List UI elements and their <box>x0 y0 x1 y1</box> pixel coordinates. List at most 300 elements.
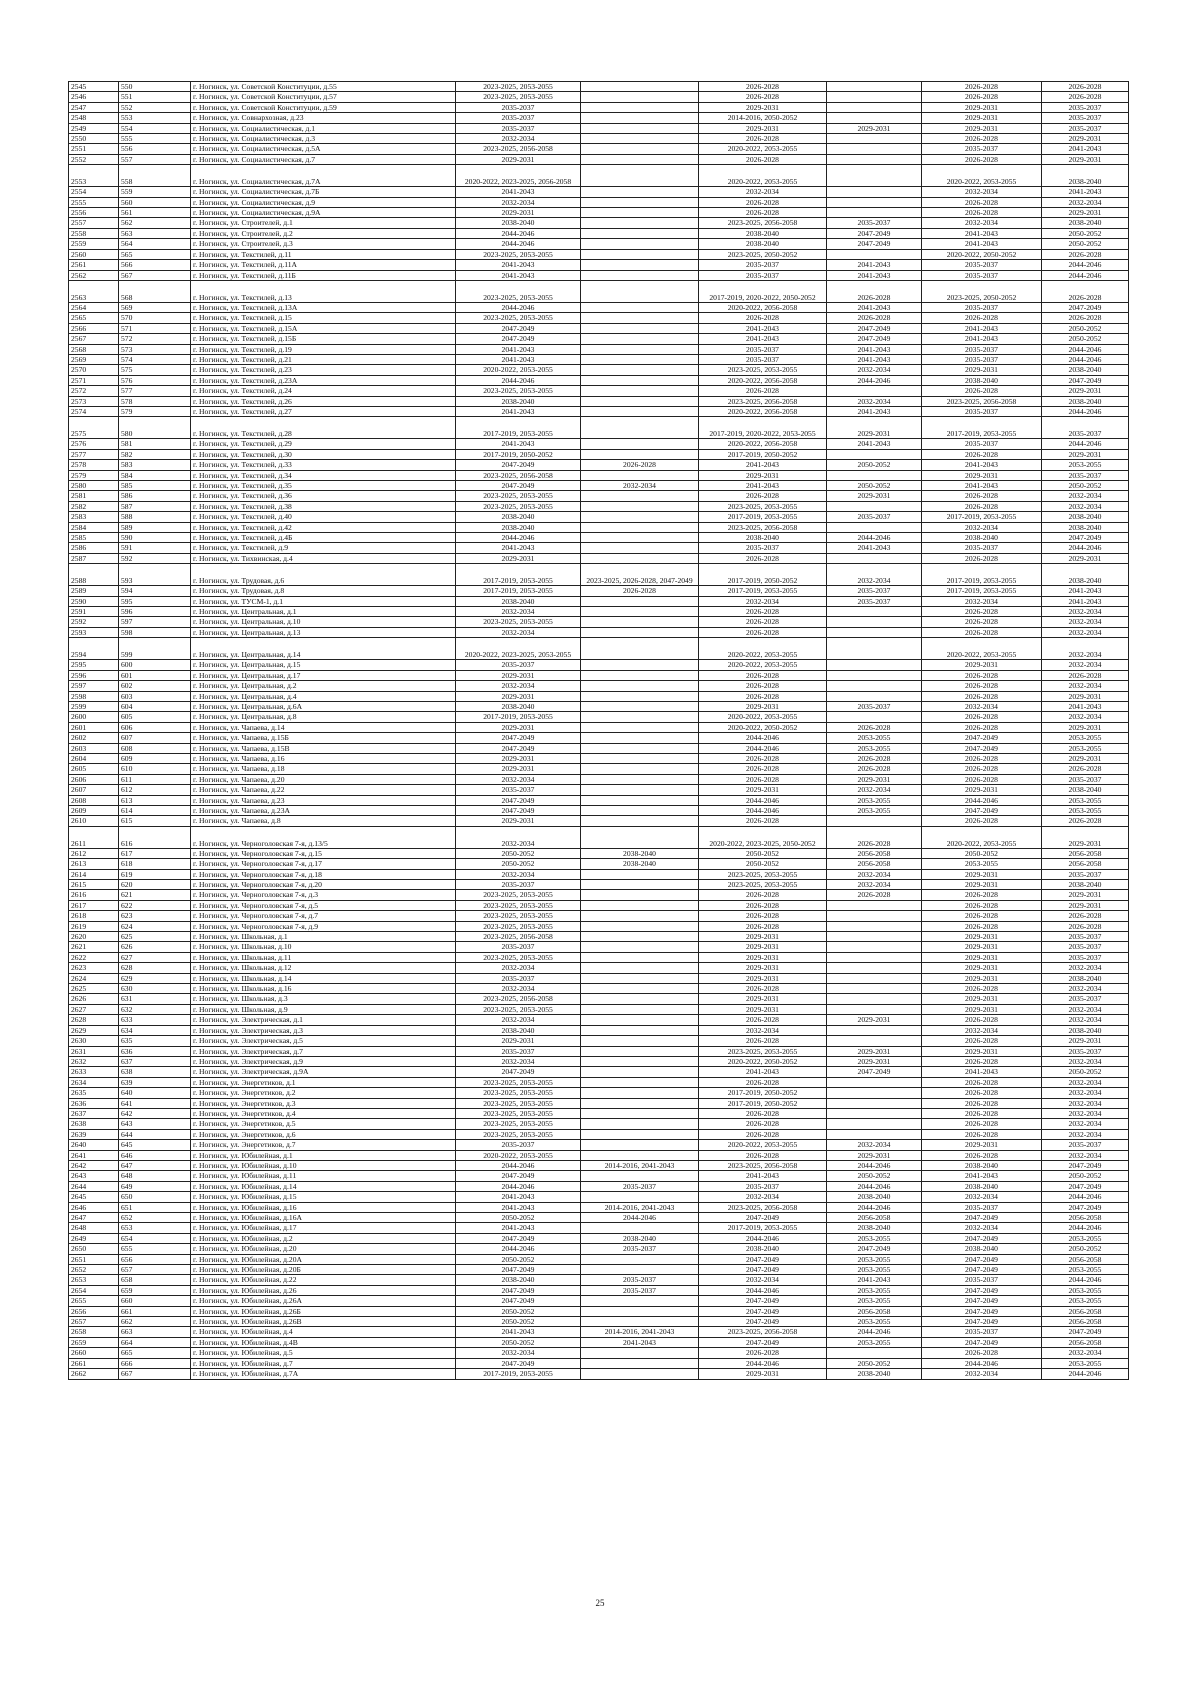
cell-period-1: 2035-2037 <box>456 660 581 670</box>
table-row <box>69 460 1129 470</box>
cell-period-5: 2026-2028 <box>922 1015 1042 1025</box>
cell-period-5: 2026-2028 <box>922 712 1042 722</box>
cell-period-2 <box>581 1140 699 1150</box>
cell-item-number: 646 <box>119 1150 191 1160</box>
cell-item-number: 613 <box>119 795 191 805</box>
cell-period-4 <box>827 1119 922 1129</box>
cell-period-2 <box>581 313 699 323</box>
cell-row-index: 2584 <box>69 522 119 532</box>
cell-address: г. Ногинск, ул. Текстилей, д.13А <box>191 302 456 312</box>
cell-period-4 <box>827 386 922 396</box>
cell-period-3: 2032-2034 <box>699 187 827 197</box>
cell-address: г. Ногинск, ул. Текстилей, д.4Б <box>191 533 456 543</box>
cell-row-index: 2582 <box>69 501 119 511</box>
cell-address: г. Ногинск, ул. Юбилейная, д.4В <box>191 1337 456 1347</box>
cell-address: г. Ногинск, ул. Текстилей, д.23А <box>191 375 456 385</box>
cell-address: г. Ногинск, ул. Текстилей, д.40 <box>191 512 456 522</box>
cell-item-number: 596 <box>119 607 191 617</box>
cell-item-number: 660 <box>119 1296 191 1306</box>
cell-period-2 <box>581 218 699 228</box>
cell-period-3: 2026-2028 <box>699 1348 827 1358</box>
table-row <box>69 921 1129 931</box>
cell-period-3: 2023-2025, 2056-2058 <box>699 1327 827 1337</box>
cell-period-3: 2020-2022, 2053-2055 <box>699 638 827 660</box>
cell-period-1: 2047-2049 <box>456 1171 581 1181</box>
cell-row-index: 2632 <box>69 1056 119 1066</box>
table-row <box>69 92 1129 102</box>
cell-period-1: 2023-2025, 2053-2055 <box>456 280 581 302</box>
cell-item-number: 591 <box>119 543 191 553</box>
cell-period-4 <box>827 1004 922 1014</box>
cell-row-index: 2620 <box>69 932 119 942</box>
cell-period-5: 2041-2043 <box>922 228 1042 238</box>
cell-period-5: 2026-2028 <box>922 722 1042 732</box>
cell-row-index: 2615 <box>69 880 119 890</box>
cell-period-2: 2038-2040 <box>581 859 699 869</box>
cell-period-3: 2047-2049 <box>699 1296 827 1306</box>
cell-period-4: 2041-2043 <box>827 1275 922 1285</box>
cell-item-number: 651 <box>119 1202 191 1212</box>
cell-period-2 <box>581 774 699 784</box>
cell-period-6: 2029-2031 <box>1042 449 1129 459</box>
cell-address: г. Ногинск, ул. Текстилей, д.21 <box>191 354 456 364</box>
cell-period-4: 2041-2043 <box>827 439 922 449</box>
cell-address: г. Ногинск, ул. Социалистическая, д.1 <box>191 123 456 133</box>
table-row <box>69 1088 1129 1098</box>
cell-address: г. Ногинск, ул. Текстилей, д.9 <box>191 543 456 553</box>
cell-row-index: 2635 <box>69 1088 119 1098</box>
cell-address: г. Ногинск, ул. Черноголовская 7-я, д.15 <box>191 848 456 858</box>
cell-row-index: 2592 <box>69 617 119 627</box>
cell-address: г. Ногинск, ул. Юбилейная, д.20Б <box>191 1265 456 1275</box>
cell-period-3: 2026-2028 <box>699 900 827 910</box>
cell-period-6: 2038-2040 <box>1042 365 1129 375</box>
cell-period-3: 2026-2028 <box>699 1150 827 1160</box>
cell-period-6: 2050-2052 <box>1042 323 1129 333</box>
cell-period-6: 2029-2031 <box>1042 1036 1129 1046</box>
cell-period-6: 2050-2052 <box>1042 239 1129 249</box>
cell-period-2 <box>581 1119 699 1129</box>
cell-address: г. Ногинск, ул. Юбилейная, д.16 <box>191 1202 456 1212</box>
cell-period-6: 2053-2055 <box>1042 1358 1129 1368</box>
cell-period-2: 2041-2043 <box>581 1337 699 1347</box>
cell-period-6: 2053-2055 <box>1042 743 1129 753</box>
cell-period-1: 2035-2037 <box>456 113 581 123</box>
cell-period-2 <box>581 491 699 501</box>
cell-period-2 <box>581 1265 699 1275</box>
table-row <box>69 1337 1129 1347</box>
cell-period-5: 2032-2034 <box>922 1192 1042 1202</box>
table-row <box>69 260 1129 270</box>
cell-period-6: 2035-2037 <box>1042 952 1129 962</box>
table-row <box>69 900 1129 910</box>
page-number: 25 <box>595 1598 605 1608</box>
cell-period-5: 2029-2031 <box>922 942 1042 952</box>
cell-period-2 <box>581 1369 699 1379</box>
cell-period-6: 2056-2058 <box>1042 848 1129 858</box>
cell-address: г. Ногинск, ул. Юбилейная, д.10 <box>191 1160 456 1170</box>
cell-period-1: 2050-2052 <box>456 1213 581 1223</box>
table-row <box>69 1327 1129 1337</box>
cell-period-5: 2035-2037 <box>922 354 1042 364</box>
cell-address: г. Ногинск, ул. Черноголовская 7-я, д.13/5 <box>191 826 456 848</box>
table-row <box>69 617 1129 627</box>
cell-row-index: 2557 <box>69 218 119 228</box>
cell-period-3: 2029-2031 <box>699 102 827 112</box>
cell-period-6: 2053-2055 <box>1042 1233 1129 1243</box>
cell-item-number: 662 <box>119 1317 191 1327</box>
cell-period-3: 2026-2028 <box>699 197 827 207</box>
cell-period-4 <box>827 681 922 691</box>
cell-period-6: 2044-2046 <box>1042 1192 1129 1202</box>
table-row <box>69 1098 1129 1108</box>
cell-period-3: 2026-2028 <box>699 764 827 774</box>
cell-period-5: 2029-2031 <box>922 113 1042 123</box>
cell-address: г. Ногинск, ул. Социалистическая, д.7 <box>191 154 456 164</box>
cell-period-6: 2029-2031 <box>1042 722 1129 732</box>
cell-period-3: 2038-2040 <box>699 533 827 543</box>
cell-period-5: 2026-2028 <box>922 1119 1042 1129</box>
cell-row-index: 2623 <box>69 963 119 973</box>
cell-period-1: 2023-2025, 2053-2055 <box>456 386 581 396</box>
cell-address: г. Ногинск, ул. Текстилей, д.42 <box>191 522 456 532</box>
table-row <box>69 733 1129 743</box>
cell-period-2 <box>581 963 699 973</box>
cell-row-index: 2653 <box>69 1275 119 1285</box>
cell-item-number: 598 <box>119 627 191 637</box>
cell-period-1: 2047-2049 <box>456 323 581 333</box>
cell-period-1: 2038-2040 <box>456 596 581 606</box>
cell-period-2 <box>581 1358 699 1368</box>
cell-period-3: 2041-2043 <box>699 1171 827 1181</box>
cell-row-index: 2637 <box>69 1108 119 1118</box>
cell-item-number: 621 <box>119 890 191 900</box>
table-row <box>69 1140 1129 1150</box>
cell-item-number: 623 <box>119 911 191 921</box>
cell-address: г. Ногинск, ул. ТУСМ-1, д.1 <box>191 596 456 606</box>
cell-item-number: 601 <box>119 670 191 680</box>
cell-period-5: 2020-2022, 2050-2052 <box>922 249 1042 259</box>
cell-row-index: 2617 <box>69 900 119 910</box>
cell-period-6: 2035-2037 <box>1042 1046 1129 1056</box>
cell-period-1: 2023-2025, 2053-2055 <box>456 1108 581 1118</box>
cell-period-3: 2026-2028 <box>699 753 827 763</box>
cell-period-4: 2053-2055 <box>827 1317 922 1327</box>
cell-period-6: 2056-2058 <box>1042 1213 1129 1223</box>
cell-period-5: 2026-2028 <box>922 449 1042 459</box>
cell-period-3: 2029-2031 <box>699 701 827 711</box>
cell-item-number: 625 <box>119 932 191 942</box>
cell-period-2 <box>581 795 699 805</box>
cell-item-number: 593 <box>119 564 191 586</box>
cell-item-number: 607 <box>119 733 191 743</box>
cell-period-3: 2029-2031 <box>699 470 827 480</box>
cell-period-4: 2053-2055 <box>827 733 922 743</box>
table-row <box>69 1223 1129 1233</box>
cell-period-1: 2017-2019, 2053-2055 <box>456 1369 581 1379</box>
table-row <box>69 228 1129 238</box>
cell-period-6: 2047-2049 <box>1042 375 1129 385</box>
cell-period-3: 2026-2028 <box>699 553 827 563</box>
cell-period-5: 2023-2025, 2056-2058 <box>922 396 1042 406</box>
cell-period-5: 2029-2031 <box>922 660 1042 670</box>
cell-period-5: 2050-2052 <box>922 848 1042 858</box>
cell-period-6: 2047-2049 <box>1042 302 1129 312</box>
cell-period-2 <box>581 1098 699 1108</box>
cell-period-2 <box>581 134 699 144</box>
cell-period-1: 2038-2040 <box>456 1025 581 1035</box>
table-row <box>69 1358 1129 1368</box>
cell-row-index: 2649 <box>69 1233 119 1243</box>
table-row <box>69 1275 1129 1285</box>
table-row <box>69 323 1129 333</box>
table-row <box>69 1160 1129 1170</box>
cell-period-5: 2026-2028 <box>922 774 1042 784</box>
cell-address: г. Ногинск, ул. Юбилейная, д.5 <box>191 1348 456 1358</box>
cell-period-1: 2035-2037 <box>456 785 581 795</box>
cell-period-4 <box>827 165 922 187</box>
cell-period-3: 2029-2031 <box>699 963 827 973</box>
cell-period-3: 2029-2031 <box>699 1004 827 1014</box>
cell-row-index: 2634 <box>69 1077 119 1087</box>
cell-period-4 <box>827 1088 922 1098</box>
cell-period-2 <box>581 208 699 218</box>
cell-row-index: 2587 <box>69 553 119 563</box>
cell-row-index: 2630 <box>69 1036 119 1046</box>
cell-row-index: 2603 <box>69 743 119 753</box>
cell-period-2 <box>581 816 699 826</box>
cell-period-5: 2047-2049 <box>922 805 1042 815</box>
table-row <box>69 375 1129 385</box>
cell-period-3: 2026-2028 <box>699 607 827 617</box>
cell-address: г. Ногинск, ул. Черноголовская 7-я, д.18 <box>191 869 456 879</box>
cell-period-4 <box>827 1025 922 1035</box>
cell-period-1: 2023-2025, 2053-2055 <box>456 952 581 962</box>
cell-period-3: 2041-2043 <box>699 323 827 333</box>
cell-period-4: 2056-2058 <box>827 1213 922 1223</box>
cell-item-number: 576 <box>119 375 191 385</box>
cell-row-index: 2654 <box>69 1285 119 1295</box>
cell-address: г. Ногинск, ул. Школьная, д.12 <box>191 963 456 973</box>
cell-period-6: 2032-2034 <box>1042 197 1129 207</box>
cell-period-4 <box>827 553 922 563</box>
cell-period-2 <box>581 733 699 743</box>
cell-period-1: 2047-2049 <box>456 733 581 743</box>
cell-period-2 <box>581 1296 699 1306</box>
table-row <box>69 208 1129 218</box>
table-row <box>69 396 1129 406</box>
cell-item-number: 561 <box>119 208 191 218</box>
cell-period-5: 2029-2031 <box>922 470 1042 480</box>
cell-period-2 <box>581 449 699 459</box>
cell-period-5: 2026-2028 <box>922 1098 1042 1108</box>
cell-period-3: 2026-2028 <box>699 134 827 144</box>
cell-address: г. Ногинск, ул. Социалистическая, д.7Б <box>191 187 456 197</box>
table-row <box>69 638 1129 660</box>
cell-period-4 <box>827 952 922 962</box>
cell-row-index: 2621 <box>69 942 119 952</box>
cell-period-1: 2044-2046 <box>456 1244 581 1254</box>
cell-period-6: 2041-2043 <box>1042 586 1129 596</box>
cell-period-2 <box>581 826 699 848</box>
cell-period-2 <box>581 1348 699 1358</box>
cell-period-3: 2026-2028 <box>699 691 827 701</box>
cell-period-5: 2029-2031 <box>922 1046 1042 1056</box>
cell-row-index: 2563 <box>69 280 119 302</box>
cell-period-2 <box>581 543 699 553</box>
cell-item-number: 586 <box>119 491 191 501</box>
cell-period-6: 2038-2040 <box>1042 165 1129 187</box>
cell-address: г. Ногинск, ул. Текстилей, д.15А <box>191 323 456 333</box>
cell-item-number: 656 <box>119 1254 191 1264</box>
cell-item-number: 667 <box>119 1369 191 1379</box>
cell-period-5: 2026-2028 <box>922 1348 1042 1358</box>
cell-period-6: 2026-2028 <box>1042 911 1129 921</box>
cell-item-number: 570 <box>119 313 191 323</box>
cell-period-1: 2032-2034 <box>456 1348 581 1358</box>
cell-period-1: 2041-2043 <box>456 406 581 416</box>
cell-period-3: 2026-2028 <box>699 984 827 994</box>
cell-period-1: 2035-2037 <box>456 880 581 890</box>
cell-period-6: 2038-2040 <box>1042 1025 1129 1035</box>
cell-period-3: 2050-2052 <box>699 848 827 858</box>
cell-period-3: 2017-2019, 2050-2052 <box>699 1098 827 1108</box>
cell-address: г. Ногинск, ул. Юбилейная, д.26Б <box>191 1306 456 1316</box>
cell-address: г. Ногинск, ул. Текстилей, д.36 <box>191 491 456 501</box>
cell-period-4 <box>827 208 922 218</box>
cell-period-6: 2038-2040 <box>1042 218 1129 228</box>
cell-period-6: 2026-2028 <box>1042 313 1129 323</box>
cell-period-1: 2047-2049 <box>456 334 581 344</box>
cell-period-6: 2032-2034 <box>1042 1004 1129 1014</box>
cell-period-6: 2041-2043 <box>1042 701 1129 711</box>
cell-item-number: 661 <box>119 1306 191 1316</box>
cell-period-4: 2047-2049 <box>827 334 922 344</box>
cell-period-1: 2023-2025, 2056-2058 <box>456 994 581 1004</box>
cell-row-index: 2646 <box>69 1202 119 1212</box>
cell-address: г. Ногинск, ул. Электрическая, д.3 <box>191 1025 456 1035</box>
cell-period-2 <box>581 973 699 983</box>
cell-period-1: 2038-2040 <box>456 218 581 228</box>
cell-item-number: 557 <box>119 154 191 164</box>
cell-period-2 <box>581 553 699 563</box>
cell-period-4 <box>827 627 922 637</box>
cell-period-5: 2032-2034 <box>922 701 1042 711</box>
cell-period-3: 2032-2034 <box>699 1025 827 1035</box>
cell-address: г. Ногинск, ул. Черноголовская 7-я, д.7 <box>191 911 456 921</box>
cell-period-1: 2047-2049 <box>456 1067 581 1077</box>
cell-item-number: 616 <box>119 826 191 848</box>
cell-period-4 <box>827 921 922 931</box>
cell-period-1: 2029-2031 <box>456 154 581 164</box>
cell-item-number: 614 <box>119 805 191 815</box>
cell-period-3: 2020-2022, 2053-2055 <box>699 712 827 722</box>
cell-period-5: 2035-2037 <box>922 1202 1042 1212</box>
cell-address: г. Ногинск, ул. Чапаева, д.18 <box>191 764 456 774</box>
cell-period-6: 2032-2034 <box>1042 638 1129 660</box>
cell-period-6: 2029-2031 <box>1042 753 1129 763</box>
cell-period-1: 2044-2046 <box>456 1181 581 1191</box>
cell-period-3: 2026-2028 <box>699 386 827 396</box>
cell-item-number: 650 <box>119 1192 191 1202</box>
cell-period-4: 2032-2034 <box>827 869 922 879</box>
cell-item-number: 592 <box>119 553 191 563</box>
cell-period-1: 2047-2049 <box>456 743 581 753</box>
cell-period-6: 2038-2040 <box>1042 785 1129 795</box>
cell-address: г. Ногинск, ул. Текстилей, д.11А <box>191 260 456 270</box>
cell-period-3: 2026-2028 <box>699 1015 827 1025</box>
cell-period-3: 2026-2028 <box>699 208 827 218</box>
cell-address: г. Ногинск, ул. Текстилей, д.23 <box>191 365 456 375</box>
cell-address: г. Ногинск, ул. Энергетиков, д.6 <box>191 1129 456 1139</box>
cell-item-number: 581 <box>119 439 191 449</box>
cell-period-2 <box>581 249 699 259</box>
cell-period-2 <box>581 396 699 406</box>
cell-period-3: 2029-2031 <box>699 973 827 983</box>
table-row <box>69 1348 1129 1358</box>
cell-period-4: 2044-2046 <box>827 1202 922 1212</box>
cell-item-number: 600 <box>119 660 191 670</box>
cell-row-index: 2567 <box>69 334 119 344</box>
table-row <box>69 932 1129 942</box>
cell-address: г. Ногинск, ул. Текстилей, д.26 <box>191 396 456 406</box>
cell-period-2 <box>581 932 699 942</box>
table-row <box>69 1056 1129 1066</box>
cell-address: г. Ногинск, ул. Центральная, д.14 <box>191 638 456 660</box>
cell-row-index: 2580 <box>69 481 119 491</box>
cell-row-index: 2556 <box>69 208 119 218</box>
cell-period-1: 2047-2049 <box>456 1285 581 1295</box>
cell-period-1: 2038-2040 <box>456 396 581 406</box>
cell-item-number: 562 <box>119 218 191 228</box>
table-row <box>69 1244 1129 1254</box>
cell-item-number: 568 <box>119 280 191 302</box>
cell-item-number: 603 <box>119 691 191 701</box>
cell-address: г. Ногинск, ул. Центральная, д.1 <box>191 607 456 617</box>
cell-period-5: 2026-2028 <box>922 82 1042 92</box>
cell-period-6: 2029-2031 <box>1042 208 1129 218</box>
cell-row-index: 2618 <box>69 911 119 921</box>
cell-item-number: 575 <box>119 365 191 375</box>
cell-item-number: 577 <box>119 386 191 396</box>
cell-period-1: 2023-2025, 2056-2058 <box>456 144 581 154</box>
cell-row-index: 2594 <box>69 638 119 660</box>
cell-period-5: 2047-2049 <box>922 1317 1042 1327</box>
cell-period-3: 2026-2028 <box>699 1108 827 1118</box>
table-row <box>69 890 1129 900</box>
table-row <box>69 386 1129 396</box>
cell-period-2 <box>581 1056 699 1066</box>
cell-period-6: 2035-2037 <box>1042 942 1129 952</box>
cell-period-1: 2023-2025, 2053-2055 <box>456 1098 581 1108</box>
cell-period-6: 2032-2034 <box>1042 1348 1129 1358</box>
table-row <box>69 994 1129 1004</box>
cell-row-index: 2606 <box>69 774 119 784</box>
cell-period-6: 2041-2043 <box>1042 144 1129 154</box>
cell-period-6: 2035-2037 <box>1042 1140 1129 1150</box>
cell-row-index: 2552 <box>69 154 119 164</box>
cell-row-index: 2579 <box>69 470 119 480</box>
cell-period-1: 2029-2031 <box>456 764 581 774</box>
cell-row-index: 2627 <box>69 1004 119 1014</box>
table-row <box>69 1108 1129 1118</box>
cell-period-6: 2032-2034 <box>1042 1119 1129 1129</box>
cell-row-index: 2611 <box>69 826 119 848</box>
cell-period-5: 2041-2043 <box>922 460 1042 470</box>
cell-period-5: 2026-2028 <box>922 900 1042 910</box>
cell-period-1: 2050-2052 <box>456 1254 581 1264</box>
cell-item-number: 632 <box>119 1004 191 1014</box>
